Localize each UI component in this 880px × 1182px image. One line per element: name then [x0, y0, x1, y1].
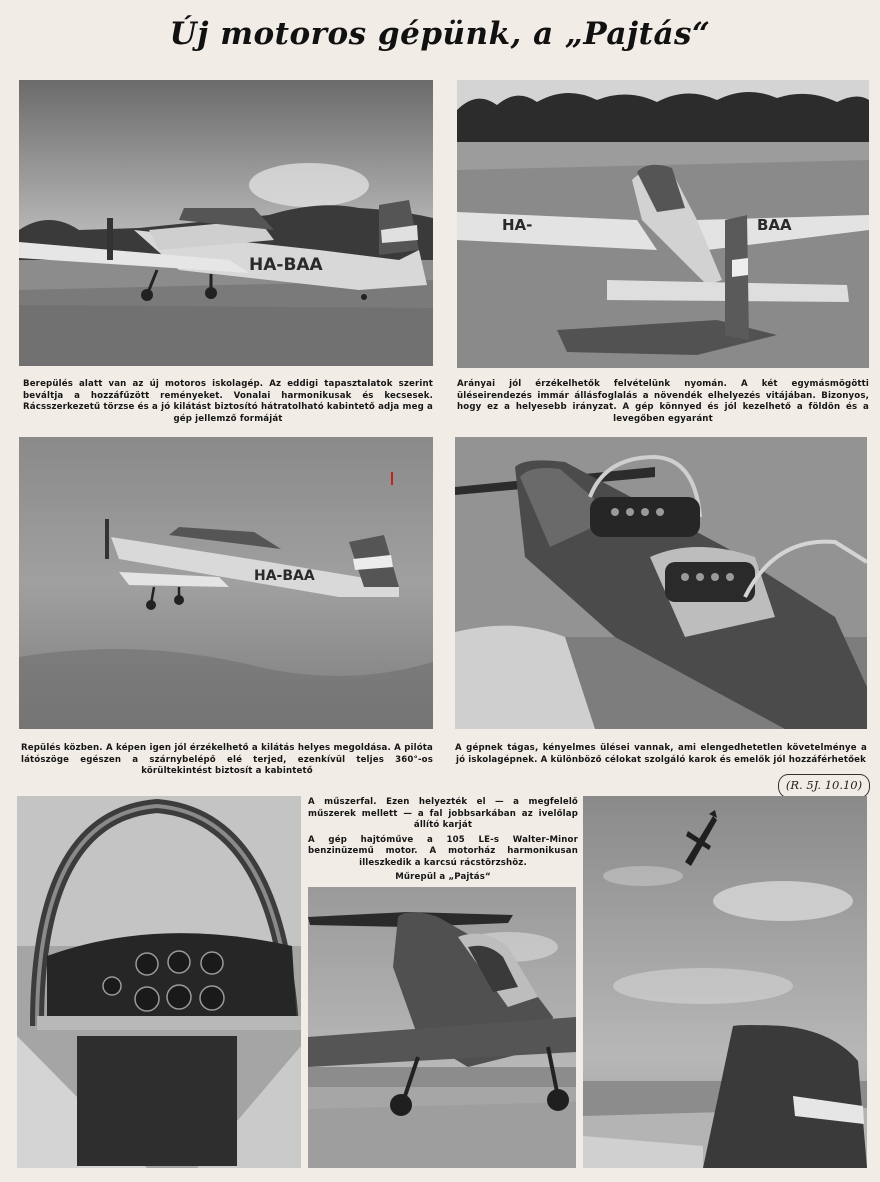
registration-marking: HA-BAA [249, 255, 323, 275]
caption-ground-side: Berepülés alatt van az új motoros iskolagép. Az eddigi tapasztalatok szerint beváltja a hozzáfűzött reményeket. Vonalai harmonikusak és kecsesek. Rácsszerkezetű törzse és a jó kilátást biztosító hátratolható kabintető adja meg a gép jellemző formáját [23, 379, 433, 424]
photo-aerobatics-sky [583, 796, 867, 1168]
registration-right: BAA [757, 216, 792, 234]
photo-propeller-nose [308, 887, 576, 1168]
caption-instrument-panel: A műszerfal. Ezen helyezték el — a megfelelő műszerek mellett — a fal jobbsarkában az ivelőlap állító karját [308, 797, 578, 830]
photo-plane-ground-rear [457, 80, 869, 368]
caption-aerobatics: Műrepül a „Pajtás“ [395, 872, 491, 882]
caption-in-flight: Repülés közben. A képen igen jól érzékelhető a kilátás helyes megoldása. A pilóta látószöge egészen a szárnybelépő elé terjed, ezenkívül teljes 360°-os körültekintést biztosít a kabintető [21, 743, 433, 776]
page-title: Új motoros gépünk, a „Pajtás“ [169, 16, 711, 52]
photo-plane-ground-side [19, 80, 433, 366]
caption-cockpits: A gépnek tágas, kényelmes ülései vannak, ami elengedhetetlen követelménye a jó iskolagépnek. A különböző célokat szolgáló karok és emelők jól hozzáférhetőek [455, 743, 867, 765]
red-ink-mark [391, 472, 393, 485]
registration-marking: HA-BAA [254, 568, 315, 584]
photo-plane-in-flight [19, 437, 433, 729]
photo-instrument-panel [17, 796, 301, 1168]
caption-ground-rear: Arányai jól érzékelhetők felvételünk nyomán. A két egymásmögötti üléseirendezés immár állásfoglalás a növendék elhelyezés vitájában. Bizonyos, hogy ez a helyesebb irányzat. A gép könnyed és jól kezelhető a földön és a levegőben egyaránt [457, 379, 869, 424]
archive-stamp: (R. 5J. 10.10) [778, 774, 870, 798]
photo-cockpits [455, 437, 867, 729]
caption-engine: A gép hajtóműve a 105 LE-s Walter-Minor benzinüzemű motor. A motorház harmonikusan illeszkedik a karcsú rácstörzshöz. [308, 834, 578, 868]
registration-left: HA- [502, 216, 533, 234]
caption-panel-engine [308, 797, 578, 887]
